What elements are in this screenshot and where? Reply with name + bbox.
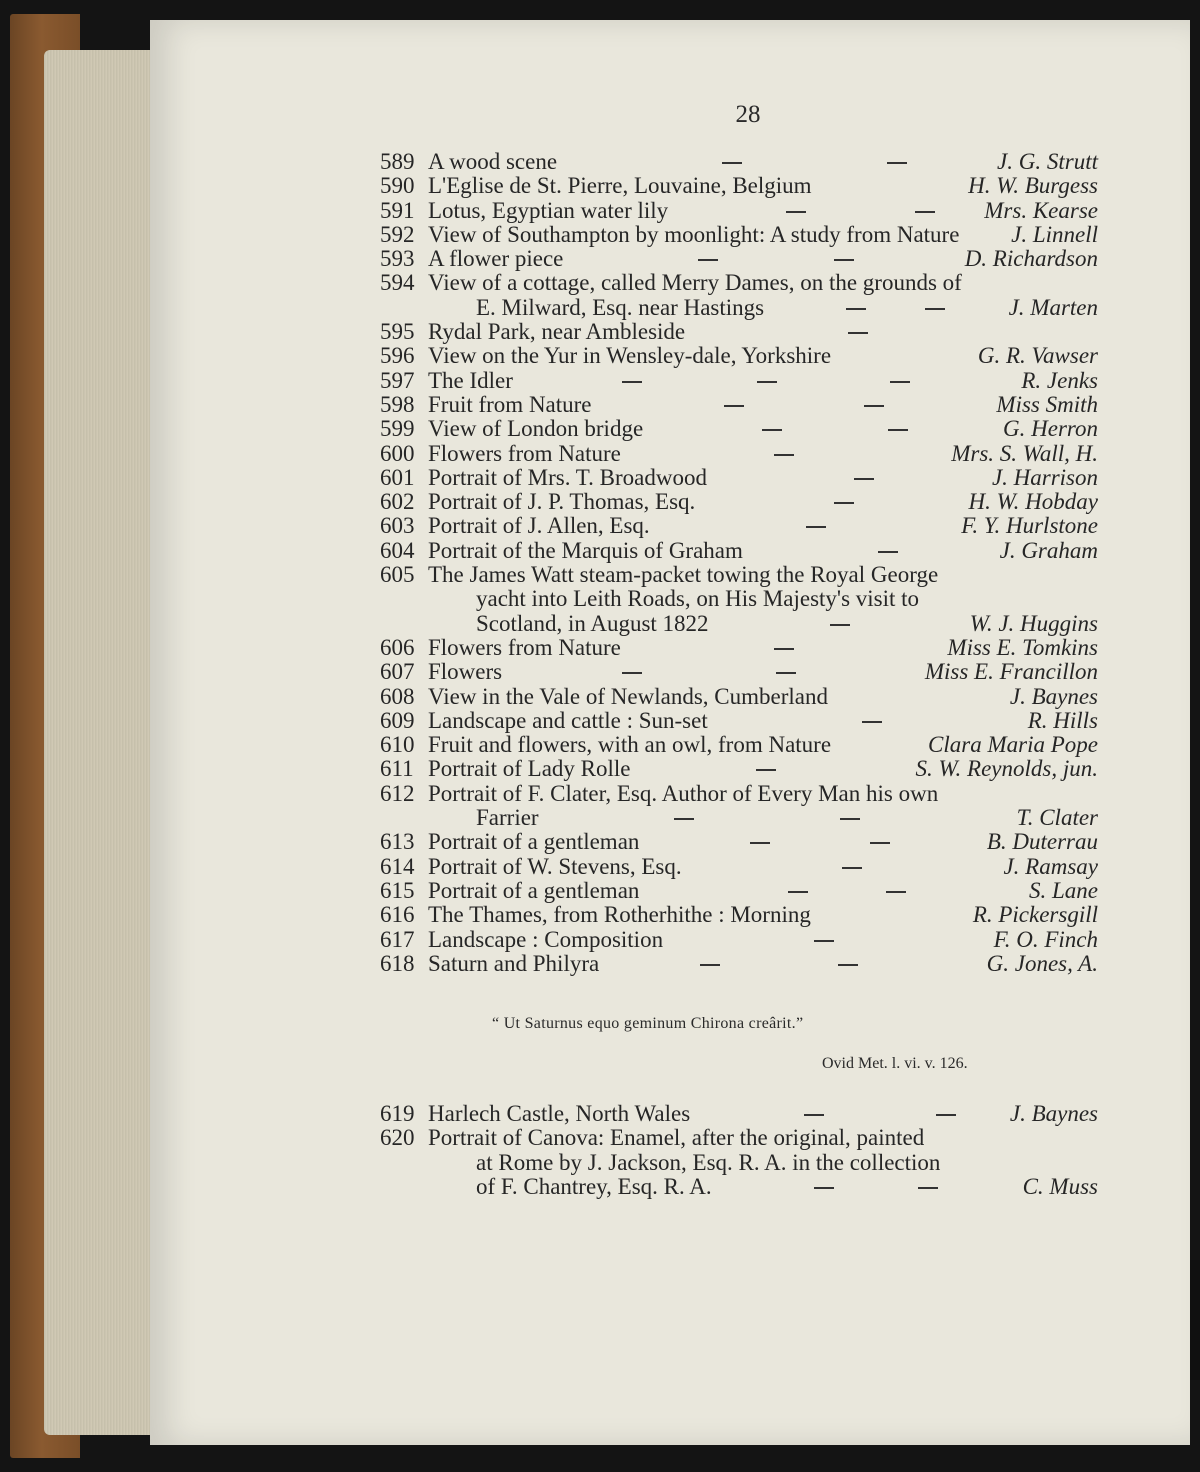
entry-number: 597 bbox=[380, 367, 415, 393]
entry-artist: G. Herron bbox=[1003, 416, 1098, 442]
entry-line bbox=[372, 150, 1102, 174]
entry-line bbox=[372, 952, 1102, 976]
catalogue-entry bbox=[372, 709, 1102, 733]
leader-dash bbox=[776, 672, 796, 674]
entry-line bbox=[372, 660, 1102, 684]
entry-number: 610 bbox=[380, 732, 415, 758]
leader-dashes bbox=[372, 830, 1102, 854]
catalogue-entry bbox=[372, 952, 1102, 976]
entry-line bbox=[372, 539, 1102, 563]
leader-dashes bbox=[372, 199, 1102, 223]
entry-artist: H. W. Hobday bbox=[968, 489, 1098, 515]
entry-artist: J. Graham bbox=[999, 537, 1098, 563]
entry-number: 619 bbox=[380, 1101, 415, 1126]
leader-dash bbox=[915, 211, 935, 213]
entry-number: 590 bbox=[380, 173, 415, 199]
entry-number: 589 bbox=[380, 149, 415, 174]
leader-dashes bbox=[372, 660, 1102, 684]
epigraph-citation: Ovid Met. l. vi. v. 126. bbox=[822, 1055, 968, 1072]
entry-artist: D. Richardson bbox=[964, 246, 1098, 272]
leader-dashes bbox=[372, 928, 1102, 952]
catalogue-entry bbox=[372, 928, 1102, 952]
leader-dashes bbox=[372, 952, 1102, 976]
entry-title: Landscape : Composition bbox=[428, 926, 664, 952]
entry-line bbox=[372, 296, 1102, 320]
leader-dashes bbox=[372, 320, 1102, 344]
catalogue-entry bbox=[372, 417, 1102, 441]
entry-number: 617 bbox=[380, 926, 415, 952]
page-number: 28 bbox=[735, 101, 761, 128]
entry-number: 613 bbox=[380, 829, 415, 855]
leader-dash bbox=[804, 1114, 824, 1116]
leader-dash bbox=[854, 478, 874, 480]
entry-title: of F. Chantrey, Esq. R. A. bbox=[476, 1173, 712, 1199]
entry-title: Portrait of J. P. Thomas, Esq. bbox=[428, 489, 696, 515]
leader-dash bbox=[757, 381, 777, 383]
entry-line bbox=[372, 733, 1102, 757]
catalogue-entry bbox=[372, 782, 1102, 831]
catalogue-entry bbox=[372, 733, 1102, 757]
entry-title: Portrait of the Marquis of Graham bbox=[428, 537, 743, 563]
entry-artist: J. Harrison bbox=[991, 464, 1098, 490]
entry-artist: R. Jenks bbox=[1021, 367, 1098, 393]
catalogue-entry bbox=[372, 150, 1102, 174]
entry-title: E. Milward, Esq. near Hastings bbox=[476, 294, 765, 320]
catalogue-entry bbox=[372, 660, 1102, 684]
entry-title: Scotland, in August 1822 bbox=[476, 610, 709, 636]
leader-dashes bbox=[372, 709, 1102, 733]
leader-dashes bbox=[372, 1102, 1102, 1126]
entry-artist: J. Marten bbox=[1008, 294, 1098, 320]
entry-artist: Clara Maria Pope bbox=[928, 732, 1098, 758]
leader-dash bbox=[786, 211, 806, 213]
catalogue-entry bbox=[372, 830, 1102, 854]
entry-number: 603 bbox=[380, 513, 415, 539]
entry-artist: R. Pickersgill bbox=[972, 902, 1098, 928]
entry-line bbox=[372, 879, 1102, 903]
entry-artist: Miss E. Francillon bbox=[924, 659, 1098, 685]
entry-line bbox=[372, 757, 1102, 781]
leader-dash bbox=[887, 162, 907, 164]
entry-number: 606 bbox=[380, 634, 415, 660]
catalogue-entry bbox=[372, 855, 1102, 879]
leader-dash bbox=[788, 891, 808, 893]
leader-dashes bbox=[372, 539, 1102, 563]
entry-artist: Mrs. Kearse bbox=[984, 197, 1098, 223]
leader-dashes bbox=[372, 636, 1102, 660]
entry-number: 615 bbox=[380, 877, 415, 903]
entry-title: Fruit and flowers, with an owl, from Nature bbox=[428, 732, 832, 758]
entry-artist: J. Linnell bbox=[1011, 221, 1098, 247]
leader-dash bbox=[774, 454, 794, 456]
leader-dash bbox=[888, 429, 908, 431]
entry-number: 609 bbox=[380, 707, 415, 733]
entry-line bbox=[372, 320, 1102, 344]
entry-line bbox=[372, 1151, 1102, 1175]
entry-title: Rydal Park, near Ambleside bbox=[428, 319, 686, 345]
leader-dash bbox=[698, 259, 718, 261]
leader-dashes bbox=[372, 757, 1102, 781]
catalogue-entry bbox=[372, 174, 1102, 198]
entry-artist: G. Jones, A. bbox=[986, 950, 1098, 976]
leader-dash bbox=[842, 867, 862, 869]
entry-number: 601 bbox=[380, 464, 415, 490]
entry-line bbox=[372, 271, 1102, 295]
entry-number: 602 bbox=[380, 489, 415, 515]
entry-artist: F. Y. Hurlstone bbox=[961, 513, 1098, 539]
entry-title: Portrait of Canova: Enamel, after the original, painted bbox=[428, 1125, 925, 1151]
entry-title: Fruit from Nature bbox=[428, 391, 592, 417]
entry-number: 612 bbox=[380, 780, 415, 806]
entry-title: Portrait of a gentleman bbox=[428, 829, 640, 855]
leader-dash bbox=[890, 381, 910, 383]
leader-dashes bbox=[372, 393, 1102, 417]
entry-number: 608 bbox=[380, 683, 415, 709]
leader-dashes bbox=[372, 150, 1102, 174]
catalogue-entry bbox=[372, 514, 1102, 538]
leader-dashes bbox=[372, 1175, 1102, 1199]
entry-line bbox=[372, 709, 1102, 733]
entry-artist: J. G. Strutt bbox=[997, 149, 1098, 174]
epigraph-quote: “ Ut Saturnus equo geminum Chirona creârit.” bbox=[492, 1015, 804, 1032]
entry-number: 604 bbox=[380, 537, 415, 563]
entry-title: Portrait of F. Clater, Esq. Author of Every Man his own bbox=[428, 780, 939, 806]
catalogue-list bbox=[372, 150, 1102, 976]
entry-number: 596 bbox=[380, 343, 415, 369]
entry-line bbox=[372, 1175, 1102, 1199]
leader-dash bbox=[814, 940, 834, 942]
leader-dash bbox=[870, 842, 890, 844]
leader-dash bbox=[700, 964, 720, 966]
entry-line bbox=[372, 466, 1102, 490]
entry-artist: S. Lane bbox=[1029, 877, 1098, 903]
leader-dashes bbox=[372, 247, 1102, 271]
leader-dashes bbox=[372, 855, 1102, 879]
entry-line bbox=[372, 490, 1102, 514]
entry-artist: S. W. Reynolds, jun. bbox=[915, 756, 1098, 782]
entry-artist: J. Baynes bbox=[1009, 1101, 1098, 1126]
entry-title: A flower piece bbox=[428, 246, 564, 272]
leader-dashes bbox=[372, 417, 1102, 441]
catalogue-entry bbox=[372, 369, 1102, 393]
leader-dash bbox=[724, 405, 744, 407]
leader-dash bbox=[838, 964, 858, 966]
entry-line bbox=[372, 928, 1102, 952]
entry-line bbox=[372, 223, 1102, 247]
entry-line bbox=[372, 782, 1102, 806]
leader-dash bbox=[878, 551, 898, 553]
catalogue-entry bbox=[372, 757, 1102, 781]
entry-line bbox=[372, 563, 1102, 587]
entry-number: 593 bbox=[380, 246, 415, 272]
entry-number: 595 bbox=[380, 319, 415, 345]
entry-line bbox=[372, 514, 1102, 538]
entry-line bbox=[372, 369, 1102, 393]
entry-line bbox=[372, 636, 1102, 660]
entry-title: Portrait of a gentleman bbox=[428, 877, 640, 903]
entry-title: Flowers from Nature bbox=[428, 634, 621, 660]
entry-line bbox=[372, 247, 1102, 271]
catalogue-entry bbox=[372, 247, 1102, 271]
entry-title: A wood scene bbox=[428, 149, 558, 174]
entry-title: Flowers from Nature bbox=[428, 440, 621, 466]
entry-number: 594 bbox=[380, 270, 415, 296]
leader-dash bbox=[886, 891, 906, 893]
leader-dashes bbox=[372, 296, 1102, 320]
entry-title: Portrait of Mrs. T. Broadwood bbox=[428, 464, 707, 490]
leader-dash bbox=[864, 405, 884, 407]
leader-dashes bbox=[372, 879, 1102, 903]
leader-dash bbox=[774, 648, 794, 650]
entry-artist: G. R. Vawser bbox=[977, 343, 1098, 369]
catalogue-entry bbox=[372, 344, 1102, 368]
catalogue-entry bbox=[372, 466, 1102, 490]
catalogue-list-continued bbox=[372, 1102, 1102, 1199]
catalogue-entry bbox=[372, 223, 1102, 247]
entry-number: 605 bbox=[380, 562, 415, 588]
entry-line bbox=[372, 344, 1102, 368]
entry-line bbox=[372, 903, 1102, 927]
entry-title: Farrier bbox=[476, 805, 539, 831]
entry-line bbox=[372, 174, 1102, 198]
entry-title: Harlech Castle, North Wales bbox=[428, 1101, 691, 1126]
entry-title: L'Eglise de St. Pierre, Louvaine, Belgium bbox=[428, 173, 812, 199]
entry-title: yacht into Leith Roads, on His Majesty's visit to bbox=[476, 586, 920, 612]
leader-dashes bbox=[372, 490, 1102, 514]
entry-line bbox=[372, 806, 1102, 830]
entry-artist: W. J. Huggins bbox=[969, 610, 1098, 636]
entry-line bbox=[372, 1126, 1102, 1150]
leader-dashes bbox=[372, 806, 1102, 830]
entry-title: View in the Vale of Newlands, Cumberland bbox=[428, 683, 828, 709]
entry-title: Lotus, Egyptian water lily bbox=[428, 197, 669, 223]
entry-artist: J. Ramsay bbox=[1003, 853, 1098, 879]
leader-dash bbox=[762, 429, 782, 431]
entry-number: 620 bbox=[380, 1125, 415, 1151]
entry-number: 616 bbox=[380, 902, 415, 928]
entry-line bbox=[372, 393, 1102, 417]
catalogue-entry bbox=[372, 199, 1102, 223]
entry-number: 598 bbox=[380, 391, 415, 417]
leader-dash bbox=[756, 769, 776, 771]
catalogue-entry bbox=[372, 393, 1102, 417]
entry-line bbox=[372, 855, 1102, 879]
entry-artist: R. Hills bbox=[1027, 707, 1098, 733]
leader-dash bbox=[848, 332, 868, 334]
leader-dash bbox=[862, 721, 882, 723]
leader-dash bbox=[814, 1187, 834, 1189]
catalogue-entry bbox=[372, 636, 1102, 660]
catalogue-entry bbox=[372, 442, 1102, 466]
entry-number: 591 bbox=[380, 197, 415, 223]
entry-title: The James Watt steam-packet towing the Royal George bbox=[428, 562, 939, 588]
page-edges bbox=[44, 50, 164, 1435]
entry-title: Saturn and Philyra bbox=[428, 950, 600, 976]
leader-dashes bbox=[372, 466, 1102, 490]
entry-title: The Thames, from Rotherhithe : Morning bbox=[428, 902, 811, 928]
leader-dash bbox=[846, 308, 866, 310]
leader-dash bbox=[830, 624, 850, 626]
leader-dash bbox=[834, 259, 854, 261]
catalogue-entry bbox=[372, 490, 1102, 514]
entry-number: 611 bbox=[380, 756, 414, 782]
entry-artist: H. W. Burgess bbox=[968, 173, 1098, 199]
entry-line bbox=[372, 612, 1102, 636]
leader-dash bbox=[750, 842, 770, 844]
leader-dash bbox=[834, 502, 854, 504]
leader-dashes bbox=[372, 442, 1102, 466]
entry-title: Portrait of J. Allen, Esq. bbox=[428, 513, 650, 539]
catalogue-entry bbox=[372, 1126, 1102, 1199]
catalogue-entry bbox=[372, 563, 1102, 636]
entry-title: View of Southampton by moonlight: A study from Nature bbox=[428, 221, 960, 247]
catalogue-entry bbox=[372, 271, 1102, 320]
entry-artist: Miss E. Tomkins bbox=[947, 634, 1098, 660]
leader-dash bbox=[925, 308, 945, 310]
catalogue-entry bbox=[372, 1102, 1102, 1126]
entry-title: at Rome by J. Jackson, Esq. R. A. in the collection bbox=[476, 1149, 941, 1175]
leader-dashes bbox=[372, 369, 1102, 393]
entry-title: View of a cottage, called Merry Dames, on the grounds of bbox=[428, 270, 962, 296]
catalogue-entry bbox=[372, 879, 1102, 903]
leader-dash bbox=[622, 381, 642, 383]
entry-number: 614 bbox=[380, 853, 415, 879]
entry-number: 618 bbox=[380, 950, 415, 976]
entry-title: View of London bridge bbox=[428, 416, 644, 442]
entry-line bbox=[372, 1102, 1102, 1126]
entry-number: 600 bbox=[380, 440, 415, 466]
entry-title: Landscape and cattle : Sun-set bbox=[428, 707, 708, 733]
catalogue-entry bbox=[372, 685, 1102, 709]
leader-dash bbox=[674, 818, 694, 820]
right-margin-shadow bbox=[1190, 1260, 1200, 1380]
entry-artist: T. Clater bbox=[1016, 805, 1098, 831]
entry-line bbox=[372, 685, 1102, 709]
entry-title: The Idler bbox=[428, 367, 513, 393]
entry-number: 592 bbox=[380, 221, 415, 247]
entry-artist: C. Muss bbox=[1022, 1173, 1098, 1199]
entry-artist: B. Duterrau bbox=[986, 829, 1098, 855]
leader-dash bbox=[806, 526, 826, 528]
leader-dash bbox=[722, 162, 742, 164]
entry-line bbox=[372, 442, 1102, 466]
entry-number: 607 bbox=[380, 659, 415, 685]
entry-line bbox=[372, 830, 1102, 854]
entry-line bbox=[372, 417, 1102, 441]
entry-title: Portrait of Lady Rolle bbox=[428, 756, 631, 782]
entry-artist: J. Baynes bbox=[1009, 683, 1098, 709]
entry-artist: Miss Smith bbox=[996, 391, 1098, 417]
catalogue-entry bbox=[372, 903, 1102, 927]
entry-title: View on the Yur in Wensley-dale, Yorkshire bbox=[428, 343, 832, 369]
leader-dash bbox=[840, 818, 860, 820]
entry-title: Flowers bbox=[428, 659, 503, 685]
leader-dash bbox=[918, 1187, 938, 1189]
entry-number: 599 bbox=[380, 416, 415, 442]
catalogue-entry bbox=[372, 539, 1102, 563]
catalogue-entry bbox=[372, 320, 1102, 344]
leader-dash bbox=[936, 1114, 956, 1116]
entry-line bbox=[372, 199, 1102, 223]
entry-title: Portrait of W. Stevens, Esq. bbox=[428, 853, 682, 879]
entry-artist: Mrs. S. Wall, H. bbox=[951, 440, 1098, 466]
entry-line bbox=[372, 587, 1102, 611]
leader-dashes bbox=[372, 514, 1102, 538]
entry-artist: F. O. Finch bbox=[993, 926, 1098, 952]
leader-dashes bbox=[372, 612, 1102, 636]
leader-dash bbox=[622, 672, 642, 674]
